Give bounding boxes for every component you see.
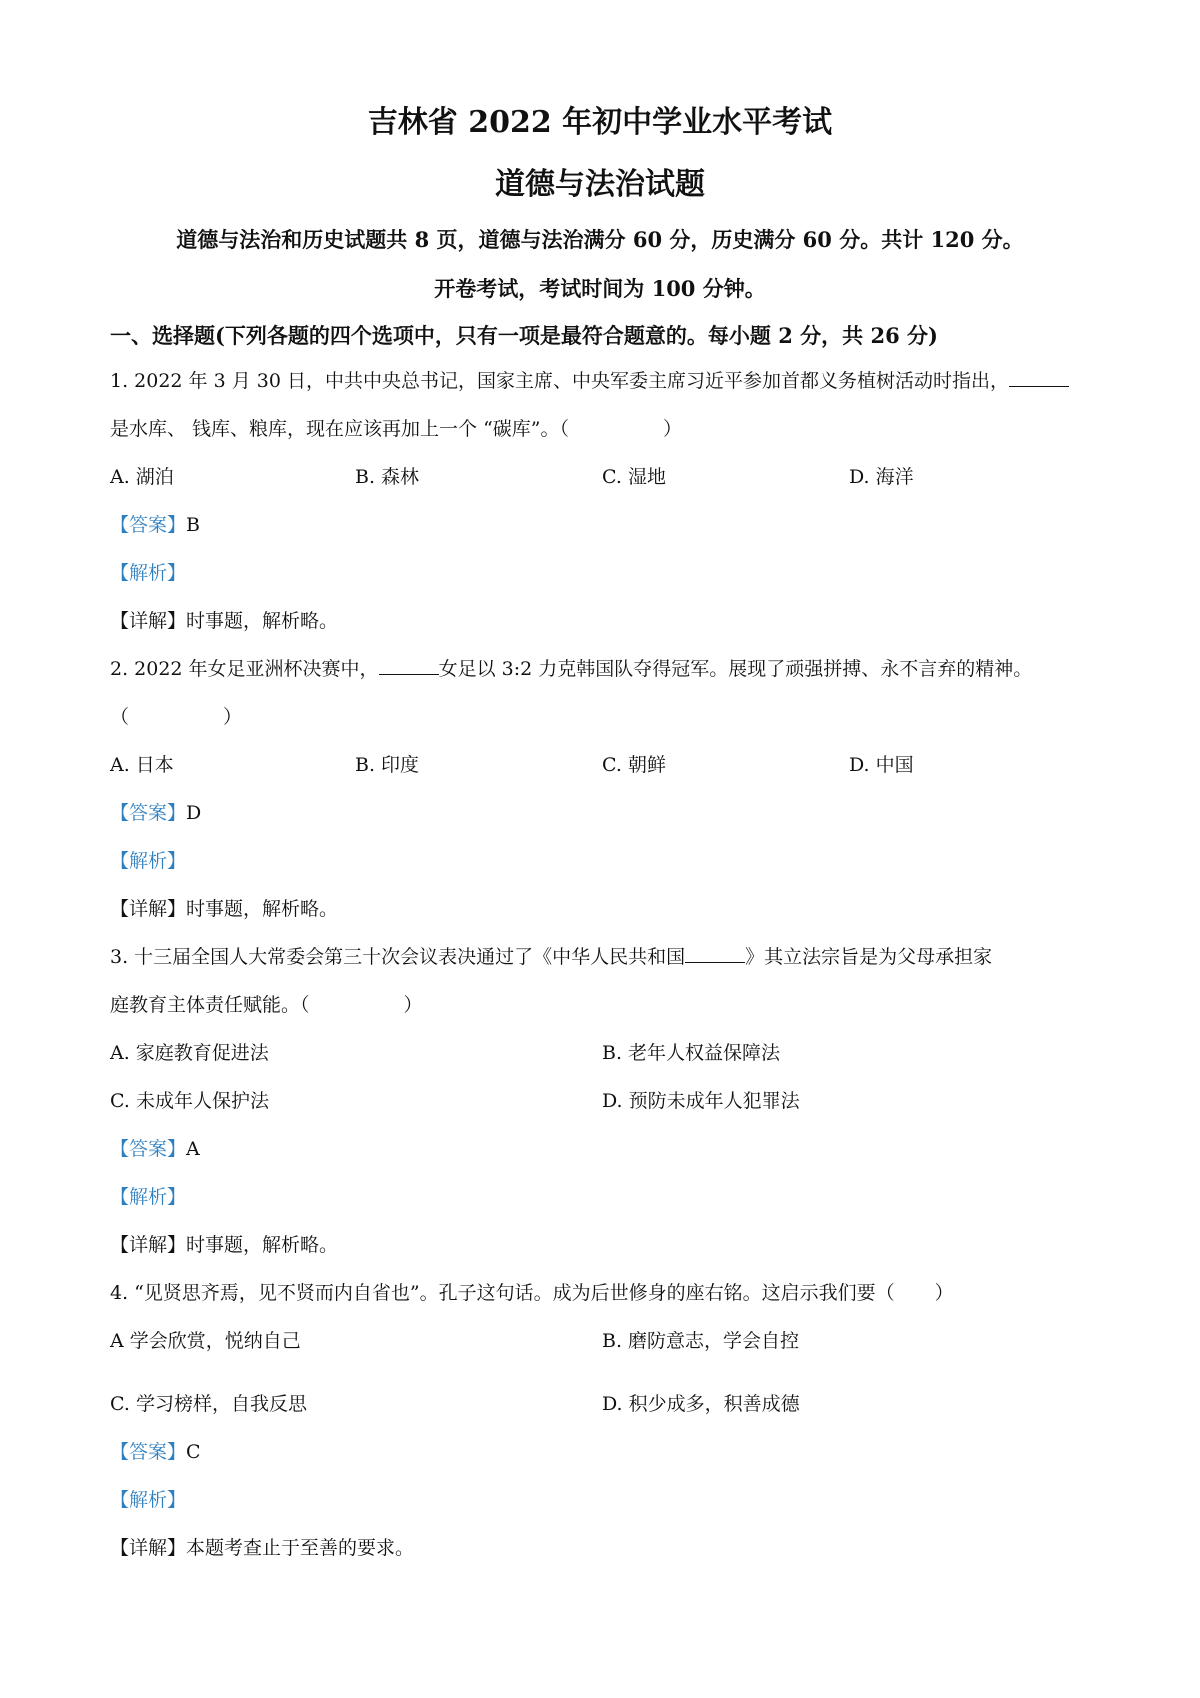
detail-tag: 【详解】 [110, 1234, 187, 1256]
question-text: 3. 十三届全国人大常委会第三十次会议表决通过了《中华人民共和国 [110, 946, 686, 968]
analysis-tag: 【解析】 [110, 1186, 187, 1208]
question-3-line-1 [110, 944, 1100, 970]
exam-title: 吉林省 2022 年初中学业水平考试 [367, 105, 833, 140]
question-1-option-c: C. 湿地 [602, 466, 666, 488]
question-2-option-d: D. 中国 [849, 754, 914, 776]
question-4-option-c: C. 学习榜样，自我反思 [110, 1393, 307, 1415]
answer-value: B [186, 514, 200, 536]
question-text: 2. 2022 年女足亚洲杯决赛中， [110, 658, 379, 680]
answer-value: A [186, 1138, 200, 1160]
exam-info-line-2: 开卷考试，考试时间为 100 分钟。 [434, 276, 766, 301]
detail-tag: 【详解】 [110, 898, 187, 920]
detail-text: 时事题，解析略。 [186, 898, 339, 920]
question-1-analysis [110, 560, 1100, 586]
question-3-answer [110, 1136, 1100, 1162]
question-2-line-1 [110, 656, 1100, 682]
exam-info-line-1: 道德与法治和历史试题共 8 页，道德与法治满分 60 分，历史满分 60 分。共计 120 分。 [176, 227, 1024, 252]
question-1-option-b: B. 森林 [355, 466, 420, 488]
question-text: ） [663, 418, 683, 440]
question-1-line-1 [110, 368, 1100, 394]
question-2-option-a: A. 日本 [110, 754, 174, 776]
question-text: ） [934, 1282, 954, 1304]
question-1-line-2 [110, 416, 1100, 442]
analysis-tag: 【解析】 [110, 1489, 187, 1511]
answer-blank [379, 656, 439, 675]
answer-tag: 【答案】 [110, 1441, 187, 1463]
analysis-tag: 【解析】 [110, 850, 187, 872]
question-2-analysis [110, 848, 1100, 874]
question-3-option-c: C. 未成年人保护法 [110, 1090, 269, 1112]
question-4-option-d: D. 积少成多，积善成德 [602, 1393, 800, 1415]
detail-tag: 【详解】 [110, 610, 187, 632]
question-4-detail [110, 1535, 1100, 1561]
answer-tag: 【答案】 [110, 514, 187, 536]
question-text: 4. “见贤思齐焉，见不贤而内自省也”。孔子这句话。成为后世修身的座右铭。这启示我们要（ [110, 1282, 895, 1304]
question-1-option-d: D. 海洋 [849, 466, 914, 488]
question-3-line-2 [110, 992, 1100, 1018]
question-text: 庭教育主体责任赋能。（ [110, 994, 310, 1016]
question-text: 女足以 3:2 力克韩国队夺得冠军。展现了顽强拼搏、永不言弃的精神。 [438, 658, 1033, 680]
question-2-option-c: C. 朝鲜 [602, 754, 666, 776]
question-2-answer [110, 800, 1100, 826]
detail-text: 时事题，解析略。 [186, 610, 339, 632]
question-4-option-a: A 学会欣赏，悦纳自己 [110, 1330, 301, 1352]
question-3-option-b: B. 老年人权益保障法 [602, 1042, 781, 1064]
answer-blank [1009, 368, 1069, 387]
analysis-tag: 【解析】 [110, 562, 187, 584]
question-1-answer [110, 512, 1100, 538]
question-text: ） [403, 994, 423, 1016]
question-text: 1. 2022 年 3 月 30 日，中共中央总书记，国家主席、中央军委主席习近平参加首都义务植树活动时指出， [110, 370, 1009, 392]
answer-blank [685, 944, 745, 963]
answer-value: C [186, 1441, 201, 1463]
question-2-option-b: B. 印度 [355, 754, 420, 776]
question-text: （ [110, 706, 130, 728]
question-2-line-2 [110, 704, 1100, 730]
question-text: 是水库、 钱库、粮库，现在应该再加上一个 “碳库”。（ [110, 418, 570, 440]
question-4-option-b: B. 磨防意志，学会自控 [602, 1330, 800, 1352]
detail-text: 本题考查止于至善的要求。 [186, 1537, 415, 1559]
answer-value: D [186, 802, 202, 824]
question-4-answer [110, 1439, 1100, 1465]
question-2-detail [110, 896, 1100, 922]
answer-tag: 【答案】 [110, 1138, 187, 1160]
question-1-detail [110, 608, 1100, 634]
exam-subtitle: 道德与法治试题 [495, 167, 705, 202]
question-3-option-d: D. 预防未成年人犯罪法 [602, 1090, 800, 1112]
question-3-option-a: A. 家庭教育促进法 [110, 1042, 269, 1064]
question-1-option-a: A. 湖泊 [110, 466, 174, 488]
question-text: ） [223, 706, 243, 728]
question-3-detail [110, 1232, 1100, 1258]
question-4-analysis [110, 1487, 1100, 1513]
section-heading: 一、选择题(下列各题的四个选项中，只有一项是最符合题意的。每小题 2 分，共 26 分) [110, 323, 938, 348]
detail-text: 时事题，解析略。 [186, 1234, 339, 1256]
question-4-line-1 [110, 1280, 1100, 1306]
answer-tag: 【答案】 [110, 802, 187, 824]
question-3-analysis [110, 1184, 1100, 1210]
question-text: 》其立法宗旨是为父母承担家 [745, 946, 993, 968]
detail-tag: 【详解】 [110, 1537, 187, 1559]
